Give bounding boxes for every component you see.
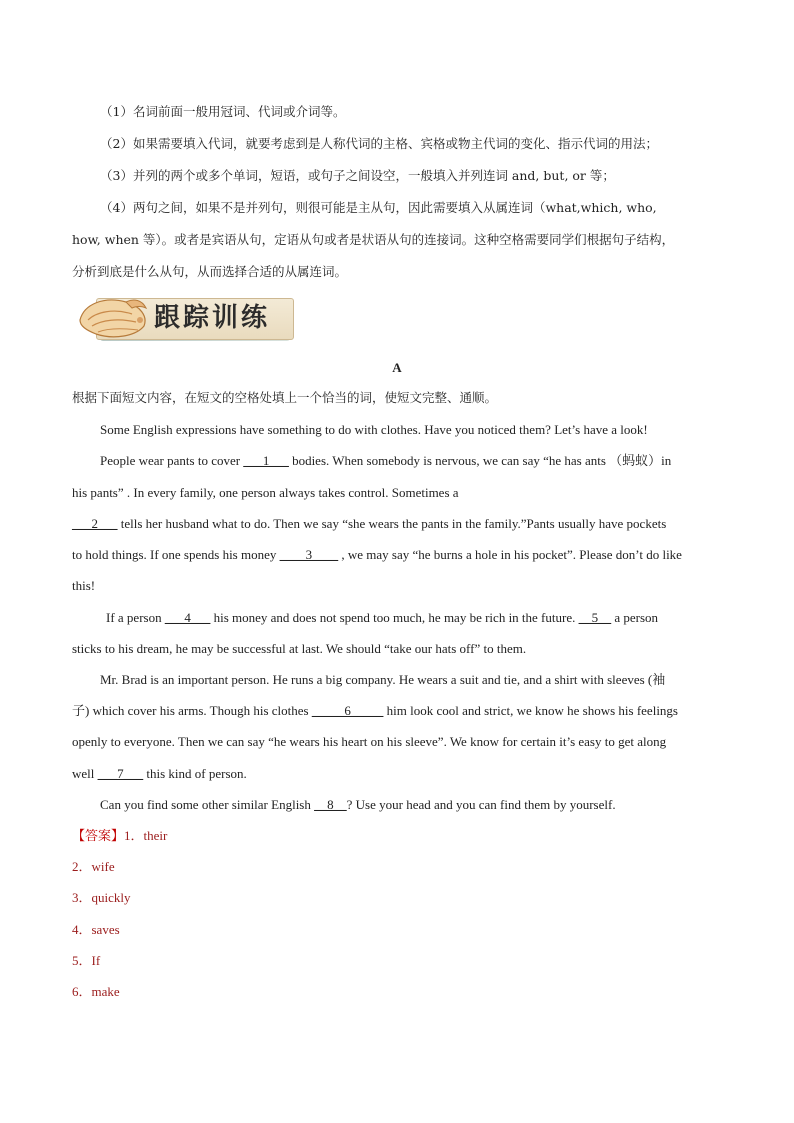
text: ? Use your head and you can find them by yourself. xyxy=(346,797,616,812)
text: Can you find some other similar English xyxy=(100,797,315,812)
passage-line-9: Mr. Brad is an important person. He runs a big company. He wears a suit and tie, and a shirt with sleeves (袖 xyxy=(100,672,666,687)
text: his money and does not spend too much, he may be rich in the future. xyxy=(210,610,579,625)
text: People wear pants to cover xyxy=(100,453,244,468)
passage-line-8: sticks to his dream, he may be successful at last. We should “take our hats off” to them. xyxy=(72,641,527,656)
text: to hold things. If one spends his money xyxy=(72,547,280,562)
answer-1 xyxy=(72,828,722,844)
blank-1: ___1___ xyxy=(243,453,289,468)
passage-line-5 xyxy=(72,547,722,563)
text: a person xyxy=(611,610,659,625)
text: 子) which cover his arms. Though his clothes xyxy=(72,703,312,718)
section-letter: A xyxy=(392,360,402,375)
answer-label: 【答案】 xyxy=(72,828,125,843)
answer-2: 2．wife xyxy=(72,859,115,874)
blank-4: ___4___ xyxy=(164,610,211,625)
text: bodies. When somebody is nervous, we can say “he has ants （蚂蚁）in xyxy=(288,453,672,468)
text: tells her husband what to do. Then we say “she wears the pants in the family.”Pants usually have pockets xyxy=(117,516,667,531)
tip-3: （3）并列的两个或多个单词，短语，或句子之间设空，一般填入并列连词 and, but, or 等； xyxy=(100,168,615,183)
text: well xyxy=(72,766,98,781)
passage-line-11: openly to everyone. Then we can say “he wears his heart on his sleeve”. We know for certain it’s easy to get along xyxy=(72,734,667,749)
answer-6: 6．make xyxy=(72,984,120,999)
answer-text: 1．their xyxy=(124,828,168,843)
answer-5: 5．If xyxy=(72,953,101,968)
text: If a person xyxy=(106,610,165,625)
passage-line-10 xyxy=(72,703,722,719)
passage-line-7 xyxy=(106,610,722,626)
passage-line-4 xyxy=(72,516,722,532)
blank-3: ____3____ xyxy=(279,547,339,562)
passage-line-6: this! xyxy=(72,578,96,593)
passage-line-1: Some English expressions have something to do with clothes. Have you noticed them? Let’s have a look! xyxy=(100,422,648,437)
text: this kind of person. xyxy=(143,766,247,781)
text: , we may say “he burns a hole in his pocket”. Please don’t do like xyxy=(338,547,682,562)
instruction: 根据下面短文内容，在短文的空格处填上一个恰当的词，使短文完整、通顺。 xyxy=(72,390,498,405)
blank-2: ___2___ xyxy=(72,516,118,531)
tip-4-cont: how, when 等）。或者是宾语从句，定语从句或者是状语从句的连接词。这种空格需要同学们根据句子结构， xyxy=(72,232,675,247)
section-banner xyxy=(74,290,292,344)
blank-6: _____6_____ xyxy=(311,703,384,718)
answer-3: 3．quickly xyxy=(72,890,131,905)
tip-4: （4）两句之间，如果不是并列句，则很可能是主从句，因此需要填入从属连词（what,which, who, xyxy=(100,200,657,215)
blank-8: __8__ xyxy=(314,797,347,812)
passage-line-2 xyxy=(100,453,722,469)
text: him look cool and strict, we know he shows his feelings xyxy=(383,703,678,718)
passage-line-3: his pants” . In every family, one person always takes control. Sometimes a xyxy=(72,485,459,500)
passage-line-12 xyxy=(72,766,722,782)
answer-4: 4．saves xyxy=(72,922,120,937)
tip-1: （1）名词前面一般用冠词、代词或介词等。 xyxy=(100,104,346,119)
banner-title: 跟踪训练 xyxy=(154,303,271,333)
blank-7: ___7___ xyxy=(97,766,144,781)
conch-shell-icon xyxy=(74,290,154,344)
blank-5: __5__ xyxy=(578,610,612,625)
tip-4-end: 分析到底是什么从句，从而选择合适的从属连词。 xyxy=(72,264,348,279)
passage-line-13 xyxy=(100,797,722,813)
tip-2: （2）如果需要填入代词，就要考虑到是人称代词的主格、宾格或物主代词的变化、指示代词的用法； xyxy=(100,136,658,151)
